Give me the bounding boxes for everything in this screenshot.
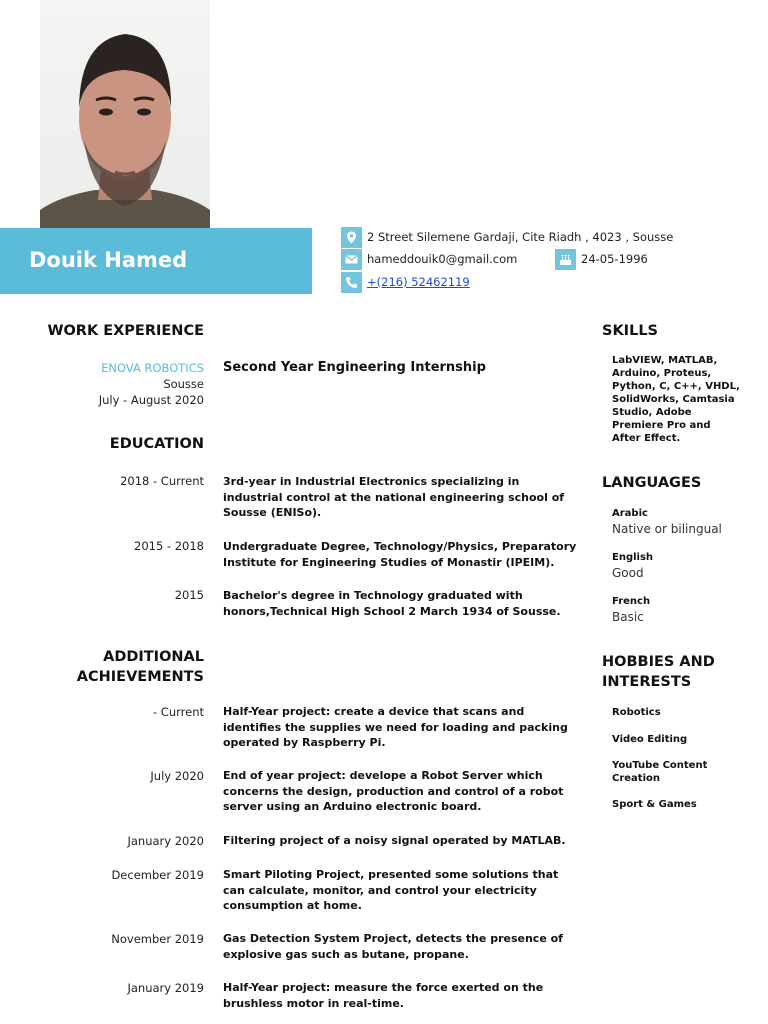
achievement-date: December 2019 — [111, 868, 204, 882]
achievement-date: January 2019 — [127, 981, 204, 995]
education-heading: EDUCATION — [109, 436, 204, 452]
achievements-heading: ADDITIONAL ACHIEVEMENTS — [76, 649, 204, 685]
education-desc: 3rd-year in Industrial Electronics specializing in industrial control at the national engineering school of Sousse (ENISo). — [223, 475, 565, 519]
birthdate-text: 24-05-1996 — [581, 252, 648, 266]
birthday-cake-icon — [555, 249, 576, 270]
education-desc: Bachelor's degree in Technology graduated with honors,Technical High School 2 March 1934 of Sousse. — [223, 589, 561, 618]
phone-icon — [341, 272, 362, 293]
email-text: hameddouik0@gmail.com — [367, 252, 518, 266]
hobby-item: YouTube Content Creation — [612, 760, 708, 784]
achievement-desc: Half-Year project: create a device that scans and identifies the supplies we need for loading and packing operated by Raspberry Pi. — [223, 705, 568, 749]
skills-heading: SKILLS — [602, 323, 658, 339]
achievement-date: January 2020 — [127, 834, 204, 848]
language-name: English — [612, 552, 654, 563]
work-period: July - August 2020 — [98, 393, 204, 407]
company-name: ENOVA ROBOTICS — [101, 361, 204, 375]
work-location: Sousse — [163, 377, 204, 391]
language-name: Arabic — [612, 508, 648, 519]
skills-list: LabVIEW, MATLAB, Arduino, Proteus, Python, C, C++, VHDL, SolidWorks, Camtasia Studio, Adobe Premiere Pro and After Effect. — [612, 355, 740, 444]
achievement-desc: End of year project: develope a Robot Server which concerns the design, production and control of a robot server using an Arduino electronic board. — [223, 769, 564, 813]
education-desc: Undergraduate Degree, Technology/Physics, Preparatory Institute for Engineering Studies of Monastir (IPEIM). — [223, 540, 577, 569]
hobby-item: Robotics — [612, 707, 661, 718]
education-date: 2015 - 2018 — [134, 539, 204, 553]
hobbies-heading: HOBBIES AND INTERESTS — [602, 654, 715, 690]
address-text: 2 Street Silemene Gardaji, Cite Riadh , 4023 , Sousse — [367, 230, 674, 244]
achievement-desc: Filtering project of a noisy signal operated by MATLAB. — [223, 834, 566, 847]
achievement-date: November 2019 — [111, 932, 204, 946]
work-role: Second Year Engineering Internship — [223, 360, 486, 375]
language-level: Good — [612, 566, 644, 580]
phone-link[interactable]: +(216) 52462119 — [367, 275, 470, 289]
achievement-date: July 2020 — [150, 769, 204, 783]
language-level: Basic — [612, 610, 644, 624]
education-date: 2015 — [174, 588, 204, 602]
envelope-icon — [341, 249, 362, 270]
education-date: 2018 - Current — [120, 474, 204, 488]
hobby-item: Video Editing — [612, 734, 688, 745]
location-pin-icon — [341, 227, 362, 248]
languages-heading: LANGUAGES — [602, 475, 702, 491]
work-experience-heading: WORK EXPERIENCE — [47, 323, 204, 339]
hobby-item: Sport & Games — [612, 799, 697, 810]
profile-photo — [40, 0, 210, 228]
full-name: Douik Hamed — [29, 248, 188, 272]
language-name: French — [612, 596, 651, 607]
work-meta — [99, 360, 204, 408]
achievement-desc: Smart Piloting Project, presented some solutions that can calculate, monitor, and control your electricity consumption at home. — [223, 868, 559, 912]
language-level: Native or bilingual — [612, 522, 722, 536]
achievement-desc: Half-Year project: measure the force exerted on the brushless motor in real-time. — [223, 981, 544, 1010]
name-banner — [0, 228, 312, 294]
achievement-desc: Gas Detection System Project, detects the presence of explosive gas such as butane, propane. — [223, 932, 563, 961]
achievement-date: - Current — [153, 705, 204, 719]
